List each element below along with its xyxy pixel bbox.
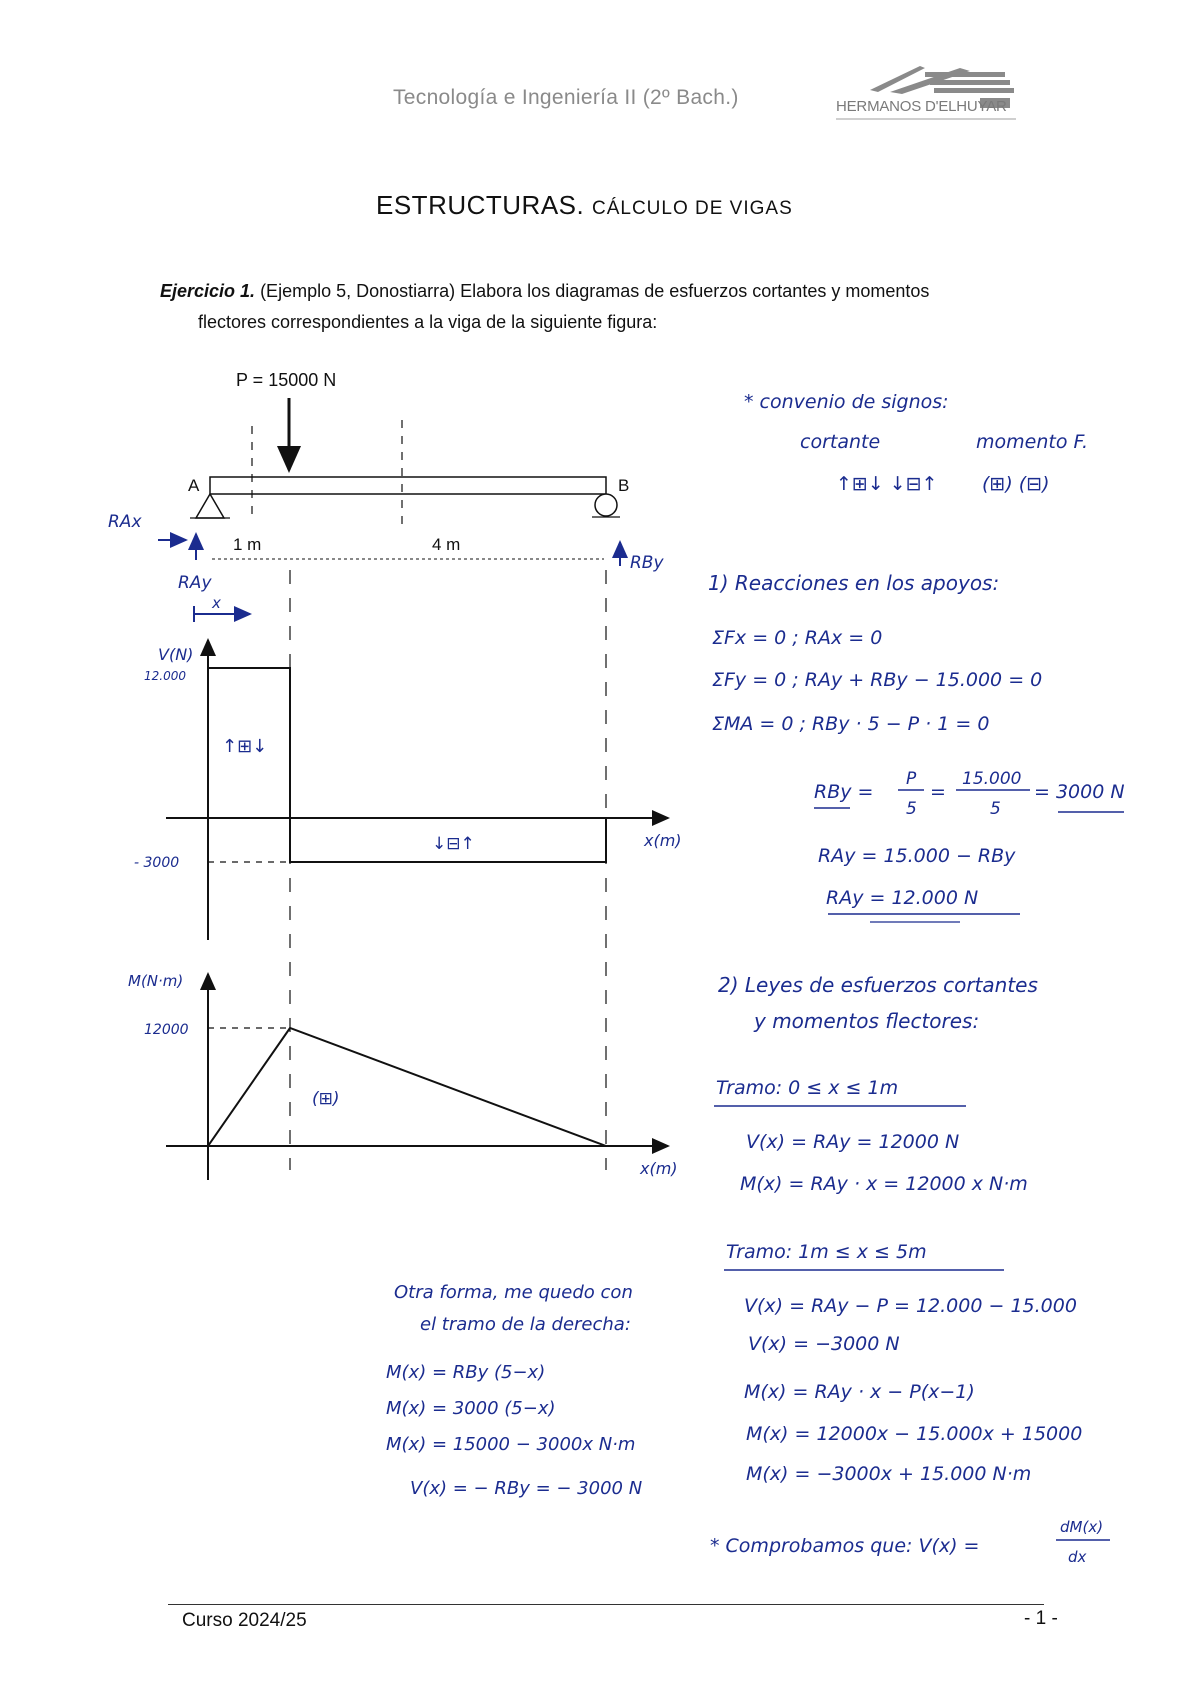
eq-rby-frac1-num: P <box>906 769 917 789</box>
eq-sum-ma: ΣMA = 0 ; RBy · 5 − P · 1 = 0 <box>712 713 990 735</box>
alt-moment-3: M(x) = 15000 − 3000x N·m <box>386 1434 636 1455</box>
exercise-text-1: (Ejemplo 5, Donostiarra) Elabora los diagramas de esfuerzos cortantes y momentos <box>255 281 930 301</box>
title-main: ESTRUCTURAS. <box>376 190 585 220</box>
section-1-title: 1) Reacciones en los apoyos: <box>708 571 1000 595</box>
section-2-title-2: y momentos flectores: <box>754 1009 980 1033</box>
shear-axis-x: x(m) <box>644 831 682 850</box>
shear-tick-bottom: - 3000 <box>134 855 180 871</box>
alt-shear: V(x) = − RBy = − 3000 N <box>410 1478 643 1499</box>
convention-title: * convenio de signos: <box>744 391 949 413</box>
tramo-1-title: Tramo: 0 ≤ x ≤ 1m <box>716 1077 899 1099</box>
logo-text: HERMANOS D'ELHUYAR <box>836 98 1007 115</box>
moment-diagram <box>128 972 678 1180</box>
eq-sum-fx: ΣFx = 0 ; RAx = 0 <box>712 627 883 649</box>
convention-momento: momento F. <box>976 431 1089 453</box>
convention-momento-signs: (⊞) (⊟) <box>982 473 1050 495</box>
check-numerator: dM(x) <box>1060 1518 1104 1536</box>
shear-diagram <box>134 640 682 940</box>
svg-text:=: = <box>930 781 946 803</box>
support-b-label: B <box>618 476 630 495</box>
moment-axis-y: M(N·m) <box>128 972 184 990</box>
exercise-text-2: flectores correspondientes a la viga de la siguiente figura: <box>198 312 658 332</box>
eq-ray-2: RAy = 12.000 N <box>826 887 979 909</box>
load-label: P = 15000 N <box>236 370 337 390</box>
tramo-2-moment-1: M(x) = RAy · x − P(x−1) <box>744 1381 975 1403</box>
shear-sign-negative: ↓⊟↑ <box>432 834 475 854</box>
tramo-2-shear-1: V(x) = RAy − P = 12.000 − 15.000 <box>744 1295 1077 1317</box>
dim-1m: 1 m <box>233 535 262 554</box>
moment-line <box>208 1028 606 1146</box>
footer-course: Curso 2024/25 <box>182 1610 307 1631</box>
rby-label: RBy <box>630 553 664 573</box>
shear-sign-positive: ↑⊞↓ <box>222 736 268 757</box>
eq-ray-1: RAy = 15.000 − RBy <box>818 845 1016 867</box>
shear-line <box>208 668 606 862</box>
pin-support-icon <box>196 494 224 518</box>
alt-method-line-2: el tramo de la derecha: <box>420 1314 631 1335</box>
moment-sign: (⊞) <box>312 1089 340 1109</box>
handwritten-notes <box>386 391 1125 1566</box>
alt-moment-2: M(x) = 3000 (5−x) <box>386 1398 556 1419</box>
beam-body <box>210 477 606 494</box>
tramo-2-moment-2: M(x) = 12000x − 15.000x + 15000 <box>746 1423 1083 1445</box>
convention-cortante-signs: ↑⊞↓ ↓⊟↑ <box>836 473 938 495</box>
ray-label: RAy <box>178 573 212 593</box>
tramo-1-moment: M(x) = RAy · x = 12000 x N·m <box>740 1173 1028 1195</box>
tramo-2-moment-3: M(x) = −3000x + 15.000 N·m <box>746 1463 1032 1485</box>
eq-sum-fy: ΣFy = 0 ; RAy + RBy − 15.000 = 0 <box>712 669 1043 691</box>
support-a-label: A <box>188 476 200 495</box>
tramo-2-shear-2: V(x) = −3000 N <box>748 1333 900 1355</box>
moment-tick-top: 12000 <box>144 1022 189 1038</box>
eq-rby-frac2-num: 15.000 <box>962 769 1022 789</box>
tramo-1-shear: V(x) = RAy = 12000 N <box>746 1131 960 1153</box>
page-number: - 1 - <box>1024 1608 1058 1629</box>
moment-axis-x: x(m) <box>640 1159 678 1178</box>
rax-label: RAx <box>108 512 142 532</box>
exercise-label: Ejercicio 1. <box>160 281 256 301</box>
dim-4m: 4 m <box>432 535 461 554</box>
alt-moment-1: M(x) = RBy (5−x) <box>386 1362 546 1383</box>
alt-method-line-1: Otra forma, me quedo con <box>394 1282 633 1303</box>
shear-tick-top: 12.000 <box>144 669 186 683</box>
check-text: * Comprobamos que: V(x) = <box>710 1535 980 1557</box>
roller-support-icon <box>595 494 617 516</box>
x-label: x <box>212 594 221 612</box>
eq-rby-frac2-den: 5 <box>990 799 1001 819</box>
shear-axis-y: V(N) <box>158 645 194 664</box>
convention-cortante: cortante <box>800 431 881 453</box>
check-denominator: dx <box>1068 1548 1087 1566</box>
tramo-2-title: Tramo: 1m ≤ x ≤ 5m <box>726 1241 927 1263</box>
eq-rby-frac1-den: 5 <box>906 799 917 819</box>
eq-rby-label: RBy = <box>814 781 874 803</box>
eq-rby-result: = 3000 N <box>1034 781 1125 803</box>
section-2-title-1: 2) Leyes de esfuerzos cortantes <box>718 973 1038 997</box>
header-subject: Tecnología e Ingeniería II (2º Bach.) <box>393 86 739 109</box>
title-sub: CÁLCULO DE VIGAS <box>591 198 793 219</box>
footer-divider <box>168 1604 1044 1605</box>
